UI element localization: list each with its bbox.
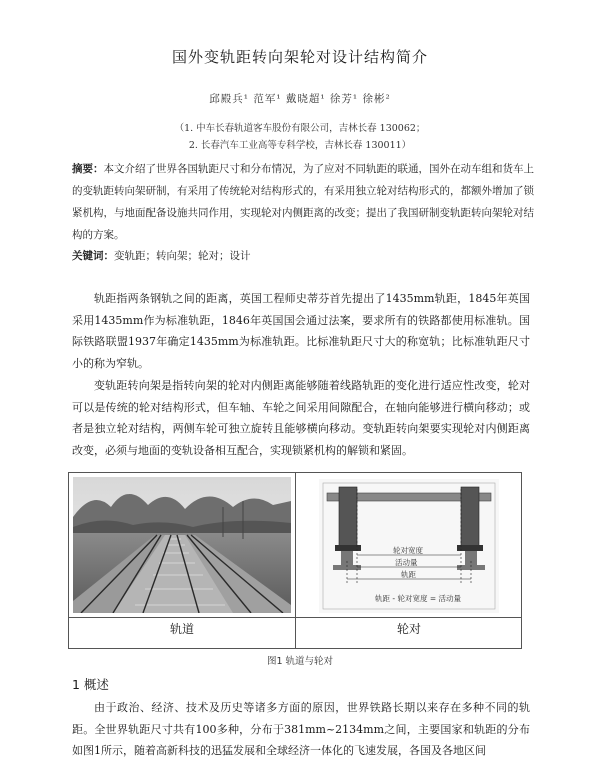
keywords (72, 248, 251, 263)
figure-left-caption: 轨道 (169, 622, 194, 636)
figure-caption-row-line (69, 617, 521, 618)
label-gauge: 轨距 (401, 570, 416, 579)
keywords-label: 关键词： (72, 250, 114, 262)
section-paragraph: 由于政治、经济、技术及历史等诸多方面的原因，世界铁路长期以来存在多种不同的轨距。全世界轨距尺寸共有100多种，分布于381mm~2134mm之间，主要国家和轨距的分布如图1所示，随着高新科技的迅猛发展和全球经济一体化的飞速发展，各国及各地区间 (72, 701, 530, 758)
body-paragraph-2: 变轨距转向架是指转向架的轮对内侧距离能够随着线路轨距的变化进行适应性改变，轮对可以是传统的轮对结构形式，但车轴、车轮之间采用间隙配合，在轴向能够进行横向移动；或者是独立轮对结构，两侧车轮可独立旋转且能够横向移动。变轨距转向架要实现轮对内侧距离改变，必须与地面的变轨设备相互配合，实现锁紧机构的解锁和紧固。 (72, 379, 530, 457)
track-photo (73, 477, 291, 613)
body-paragraph-1: 轨距指两条钢轨之间的距离，英国工程师史蒂芬首先提出了1435mm轨距，1845年英国采用1435mm作为标准轨距，1846年英国国会通过法案，要求所有的铁路都使用标准轨。国际铁路联盟1937年确定1435mm为标准轨距。比标准轨距尺寸大的称宽轨；比标准轨距尺寸小的称为窄轨。 (72, 292, 530, 370)
keywords-text: 变轨距；转向架；轮对；设计 (114, 250, 251, 262)
affiliation-2: 2. 长春汽车工业高等专科学校，吉林长春 130011） (188, 140, 412, 151)
label-wheelset-width: 轮对宽度 (393, 546, 423, 555)
label-play: 活动量 (395, 558, 418, 567)
figure-1 (68, 472, 522, 649)
section-heading: 1 概述 (72, 677, 109, 692)
wheelset-diagram (319, 479, 499, 613)
figure-right-caption: 轮对 (396, 622, 421, 636)
abstract (72, 158, 542, 246)
paper-title: 国外变轨距转向架轮对设计结构简介 (171, 48, 428, 66)
figure-caption: 图1 轨道与轮对 (266, 656, 334, 667)
author-list: 邱殿兵¹ 范军¹ 戴晓超¹ 徐芳¹ 徐彬² (209, 93, 391, 105)
abstract-label: 摘要： (72, 163, 104, 175)
diagram-formula: 轨距 - 轮对宽度 = 活动量 (375, 594, 462, 603)
abstract-text: 本文介绍了世界各国轨距尺寸和分布情况，为了应对不同轨距的联通，国外在动车组和货车上的变轨距转向架研制，有采用了传统轮对结构形式的，有采用独立轮对结构形式的，都额外增加了锁紧机构，与地面配备设施共同作用，实现轮对内侧距离的改变；提出了我国研制变轨距转向架轮对结构的方案。 (72, 163, 534, 241)
affiliation-1: （1. 中车长春轨道客车股份有限公司，吉林长春 130062； (174, 123, 426, 134)
